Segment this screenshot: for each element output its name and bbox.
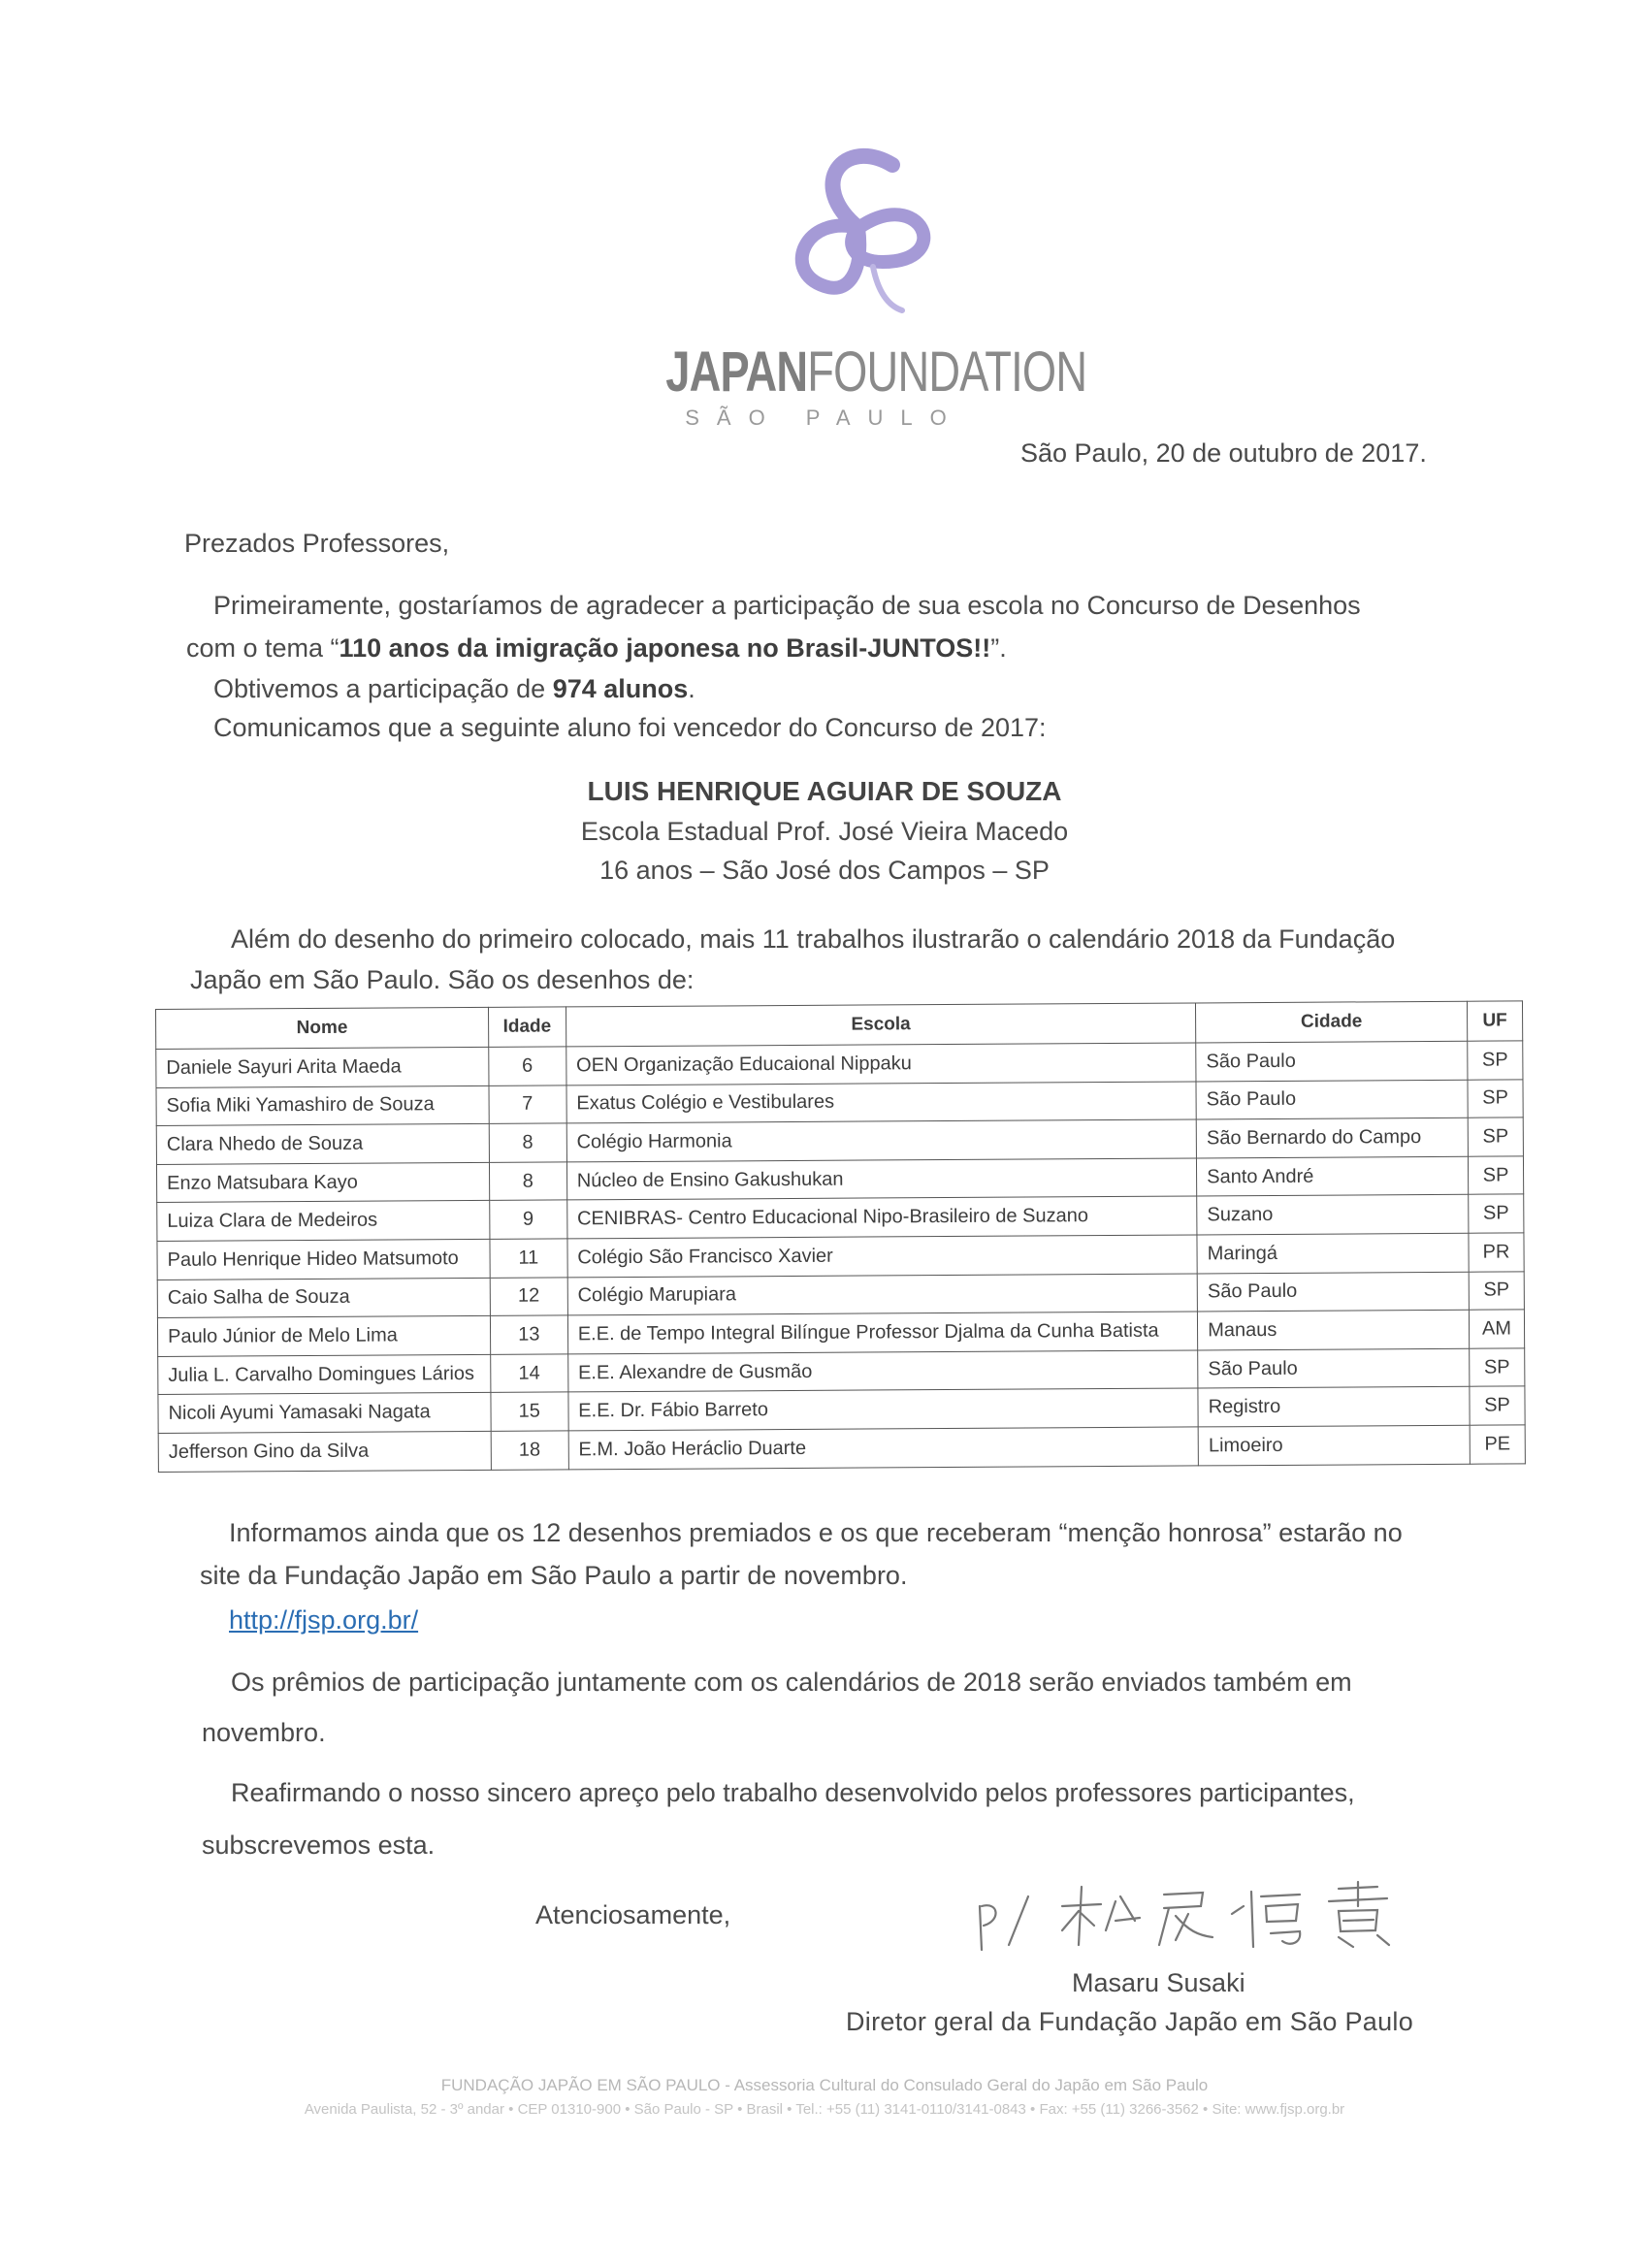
cell-uf: PR xyxy=(1469,1233,1524,1272)
cell-escola: OEN Organização Educaional Nippaku xyxy=(566,1043,1196,1085)
cell-cidade: Maringá xyxy=(1197,1233,1469,1273)
greeting: Prezados Professores, xyxy=(184,529,450,558)
cell-cidade: São Bernardo do Campo xyxy=(1196,1118,1468,1157)
winner-name: LUIS HENRIQUE AGUIAR DE SOUZA xyxy=(587,776,1062,806)
cell-uf: SP xyxy=(1468,1118,1523,1156)
cell-idade: 7 xyxy=(489,1085,566,1124)
cell-uf: SP xyxy=(1470,1348,1525,1387)
logo-subtitle: SÃO PAULO xyxy=(685,405,964,430)
info-line-2: site da Fundação Japão em São Paulo a partir de novembro. xyxy=(200,1561,908,1590)
cell-nome: Nicoli Ayumi Yamasaki Nagata xyxy=(158,1393,491,1434)
cell-idade: 12 xyxy=(490,1277,567,1315)
cell-idade: 6 xyxy=(488,1047,566,1085)
date-line: São Paulo, 20 de outubro de 2017. xyxy=(1020,438,1427,468)
cell-uf: SP xyxy=(1468,1079,1523,1118)
cell-idade: 18 xyxy=(491,1431,568,1470)
winner-details: 16 anos – São José dos Campos – SP xyxy=(599,856,1050,885)
prizes-line-1: Os prêmios de participação juntamente com os calendários de 2018 serão enviados também em xyxy=(231,1668,1352,1697)
header-idade: Idade xyxy=(488,1007,566,1047)
header-escola: Escola xyxy=(566,1003,1196,1047)
signature-icon xyxy=(970,1877,1474,1955)
cell-escola: E.E. de Tempo Integral Bilíngue Professor Djalma da Cunha Batista xyxy=(567,1312,1198,1354)
cell-nome: Julia L. Carvalho Domingues Lários xyxy=(158,1354,491,1395)
calendar-line-2: Japão em São Paulo. São os desenhos de: xyxy=(190,965,695,994)
cell-nome: Paulo Henrique Hideo Matsumoto xyxy=(157,1239,490,1280)
cell-idade: 9 xyxy=(489,1200,566,1239)
awards-table xyxy=(155,1000,1526,1472)
cell-nome: Daniele Sayuri Arita Maeda xyxy=(156,1047,489,1087)
cell-escola: Exatus Colégio e Vestibulares xyxy=(566,1082,1197,1124)
cell-escola: Colégio São Francisco Xavier xyxy=(567,1235,1198,1278)
letterhead-logo xyxy=(621,146,1087,437)
cell-nome: Luiza Clara de Medeiros xyxy=(157,1201,490,1242)
cell-nome: Sofia Miki Yamashiro de Souza xyxy=(156,1085,489,1126)
cell-uf: SP xyxy=(1468,1041,1523,1080)
website-link[interactable]: http://fjsp.org.br/ xyxy=(229,1605,419,1635)
cell-nome: Jefferson Gino da Silva xyxy=(158,1431,491,1472)
winner-school: Escola Estadual Prof. José Vieira Macedo xyxy=(580,817,1069,846)
logo-wordmark: JAPANFOUNDATION xyxy=(665,340,1087,404)
cell-idade: 14 xyxy=(490,1354,567,1393)
salutation: Atenciosamente, xyxy=(535,1900,731,1929)
cell-uf: SP xyxy=(1469,1271,1524,1310)
contest-theme: 110 anos da imigração japonesa no Brasil-JUNTOS!! xyxy=(339,633,991,663)
info-line-1: Informamos ainda que os 12 desenhos premiados e os que receberam “menção honrosa” estarão no xyxy=(229,1518,1403,1547)
cell-cidade: São Paulo xyxy=(1196,1041,1468,1081)
butterfly-logo-icon xyxy=(786,146,951,320)
cell-uf: AM xyxy=(1469,1310,1524,1348)
cell-uf: SP xyxy=(1470,1386,1525,1425)
calendar-line-1: Além do desenho do primeiro colocado, mais 11 trabalhos ilustrarão o calendário 2018 da Fundação xyxy=(231,924,1396,954)
table-row xyxy=(158,1425,1525,1472)
cell-cidade: Limoeiro xyxy=(1198,1425,1470,1465)
cell-escola: Núcleo de Ensino Gakushukan xyxy=(566,1158,1197,1201)
header-nome: Nome xyxy=(156,1007,489,1049)
signatory-title: Diretor geral da Fundação Japão em São Paulo xyxy=(846,2007,1414,2036)
handwritten-signature xyxy=(970,1877,1474,1955)
intro-line-1: Primeiramente, gostaríamos de agradecer a participação de sua escola no Concurso de Desenhos xyxy=(213,591,1361,620)
cell-escola: E.E. Dr. Fábio Barreto xyxy=(568,1388,1199,1431)
cell-escola: Colégio Harmonia xyxy=(566,1119,1197,1162)
signatory-name: Masaru Susaki xyxy=(1072,1968,1245,1997)
footer-institution: FUNDAÇÃO JAPÃO EM SÃO PAULO - Assessoria Cultural do Consulado Geral do Japão em São Paulo xyxy=(440,2076,1209,2094)
cell-cidade: Manaus xyxy=(1198,1310,1470,1349)
participant-count: 974 alunos xyxy=(552,674,689,703)
participation-line: Obtivemos a participação de 974 alunos. xyxy=(213,674,695,703)
cell-cidade: Santo André xyxy=(1197,1156,1469,1196)
cell-escola: E.E. Alexandre de Gusmão xyxy=(567,1350,1198,1393)
cell-idade: 15 xyxy=(491,1392,568,1431)
cell-cidade: Registro xyxy=(1198,1387,1470,1427)
cell-idade: 8 xyxy=(489,1123,566,1162)
cell-cidade: São Paulo xyxy=(1196,1080,1468,1119)
cell-escola: E.M. João Heráclio Duarte xyxy=(568,1427,1199,1470)
intro-line-2: com o tema “110 anos da imigração japonesa no Brasil-JUNTOS!!”. xyxy=(186,633,1007,663)
cell-cidade: Suzano xyxy=(1197,1195,1469,1235)
cell-escola: CENIBRAS- Centro Educacional Nipo-Brasileiro de Suzano xyxy=(566,1196,1197,1239)
winner-announcement: Comunicamos que a seguinte aluno foi vencedor do Concurso de 2017: xyxy=(213,713,1047,742)
cell-nome: Paulo Júnior de Melo Lima xyxy=(157,1316,490,1357)
cell-idade: 13 xyxy=(490,1315,567,1354)
cell-nome: Clara Nhedo de Souza xyxy=(156,1124,489,1165)
prizes-line-2: novembro. xyxy=(202,1718,326,1747)
header-uf: UF xyxy=(1467,1001,1522,1041)
closing-line-1: Reafirmando o nosso sincero apreço pelo trabalho desenvolvido pelos professores participantes, xyxy=(231,1778,1355,1807)
cell-escola: Colégio Marupiara xyxy=(567,1274,1198,1316)
footer-contact: Avenida Paulista, 52 - 3º andar • CEP 01310-900 • São Paulo - SP • Brasil • Tel.: +55 (11) 3141-0110/3141-0843 • Fax: +55 (11) 3266-3562 • Site: www.fjsp.org.br xyxy=(304,2101,1345,2118)
header-cidade: Cidade xyxy=(1196,1001,1468,1043)
cell-idade: 11 xyxy=(490,1239,567,1278)
cell-nome: Caio Salha de Souza xyxy=(157,1278,490,1318)
cell-nome: Enzo Matsubara Kayo xyxy=(156,1162,489,1203)
cell-cidade: São Paulo xyxy=(1198,1348,1470,1388)
cell-uf: PE xyxy=(1470,1425,1525,1464)
cell-cidade: São Paulo xyxy=(1197,1272,1469,1312)
cell-idade: 8 xyxy=(489,1162,566,1201)
cell-uf: SP xyxy=(1468,1156,1523,1195)
cell-uf: SP xyxy=(1469,1194,1524,1233)
closing-line-2: subscrevemos esta. xyxy=(202,1831,436,1860)
